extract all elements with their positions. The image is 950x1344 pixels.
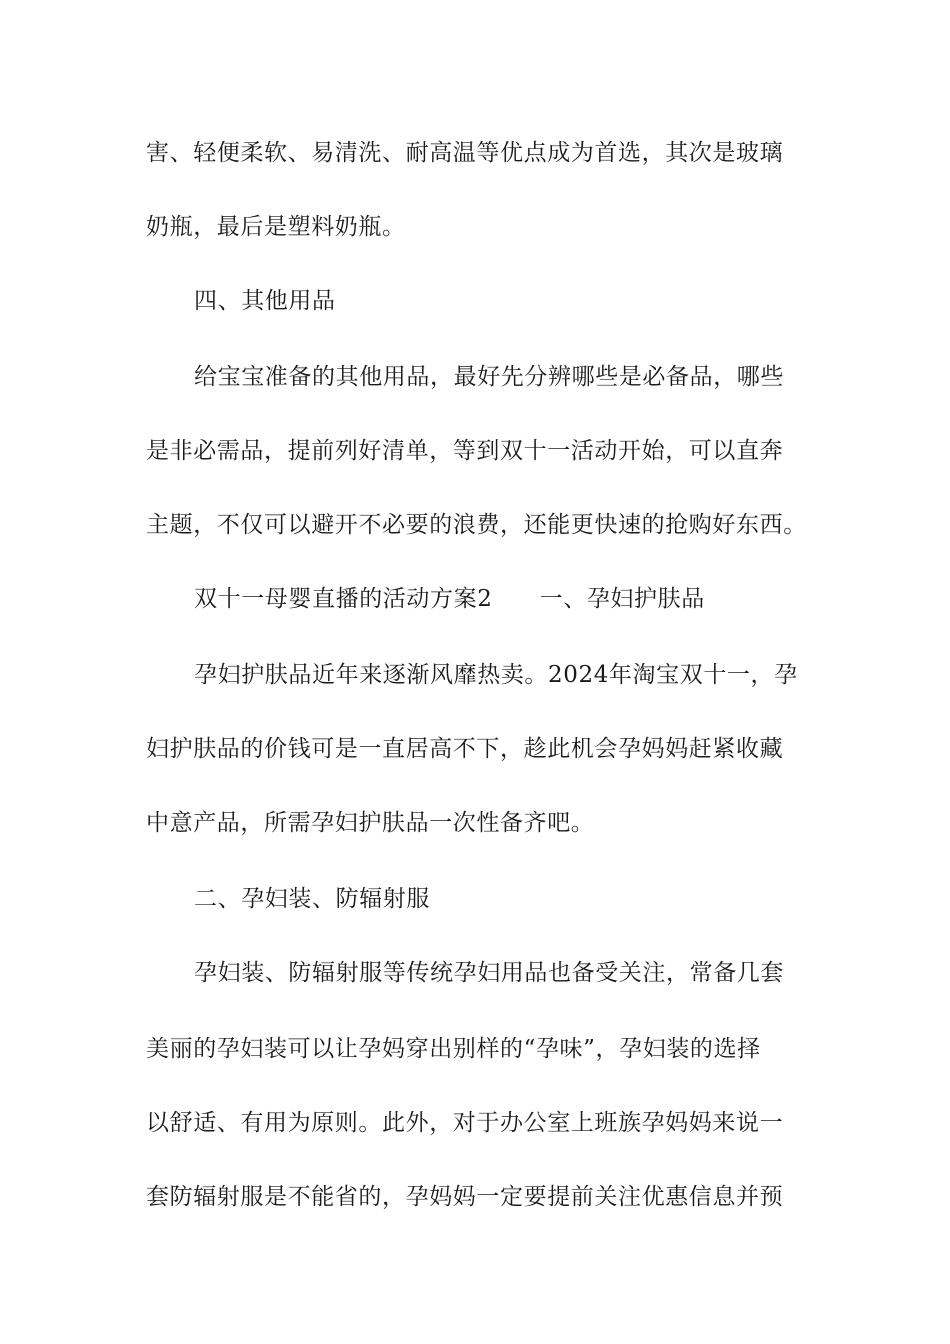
section-heading: 四、其他用品 bbox=[194, 288, 336, 314]
paragraph-line: 孕妇装、防辐射服等传统孕妇用品也备受关注，常备几套 bbox=[194, 960, 784, 986]
paragraph-line: 是非必需品，提前列好清单，等到双十一活动开始，可以直奔 bbox=[146, 438, 784, 464]
paragraph-line: 中意产品，所需孕妇护肤品一次性备齐吧。 bbox=[146, 810, 595, 836]
section-heading: 二、孕妇装、防辐射服 bbox=[194, 886, 430, 912]
paragraph-line: 害、轻便柔软、易清洗、耐高温等优点成为首选，其次是玻璃 bbox=[146, 140, 784, 166]
paragraph-line: 妇护肤品的价钱可是一直居高不下，趁此机会孕妈妈赶紧收藏 bbox=[146, 736, 784, 762]
paragraph-line: 给宝宝准备的其他用品，最好先分辨哪些是必备品，哪些 bbox=[194, 364, 784, 390]
paragraph-line: 孕妇护肤品近年来逐渐风靡热卖。2024年淘宝双十一，孕 bbox=[194, 662, 798, 688]
paragraph-line: 以舒适、有用为原则。此外，对于办公室上班族孕妈妈来说一 bbox=[146, 1110, 784, 1136]
section-heading: 双十一母婴直播的活动方案2 一、孕妇护肤品 bbox=[194, 586, 705, 612]
paragraph-line: 美丽的孕妇装可以让孕妈穿出别样的“孕味”，孕妇装的选择 bbox=[146, 1036, 761, 1062]
paragraph-line: 套防辐射服是不能省的，孕妈妈一定要提前关注优惠信息并预 bbox=[146, 1184, 784, 1210]
paragraph-line: 主题，不仅可以避开不必要的浪费，还能更快速的抢购好东西。 bbox=[146, 512, 807, 538]
paragraph-line: 奶瓶，最后是塑料奶瓶。 bbox=[146, 214, 406, 240]
